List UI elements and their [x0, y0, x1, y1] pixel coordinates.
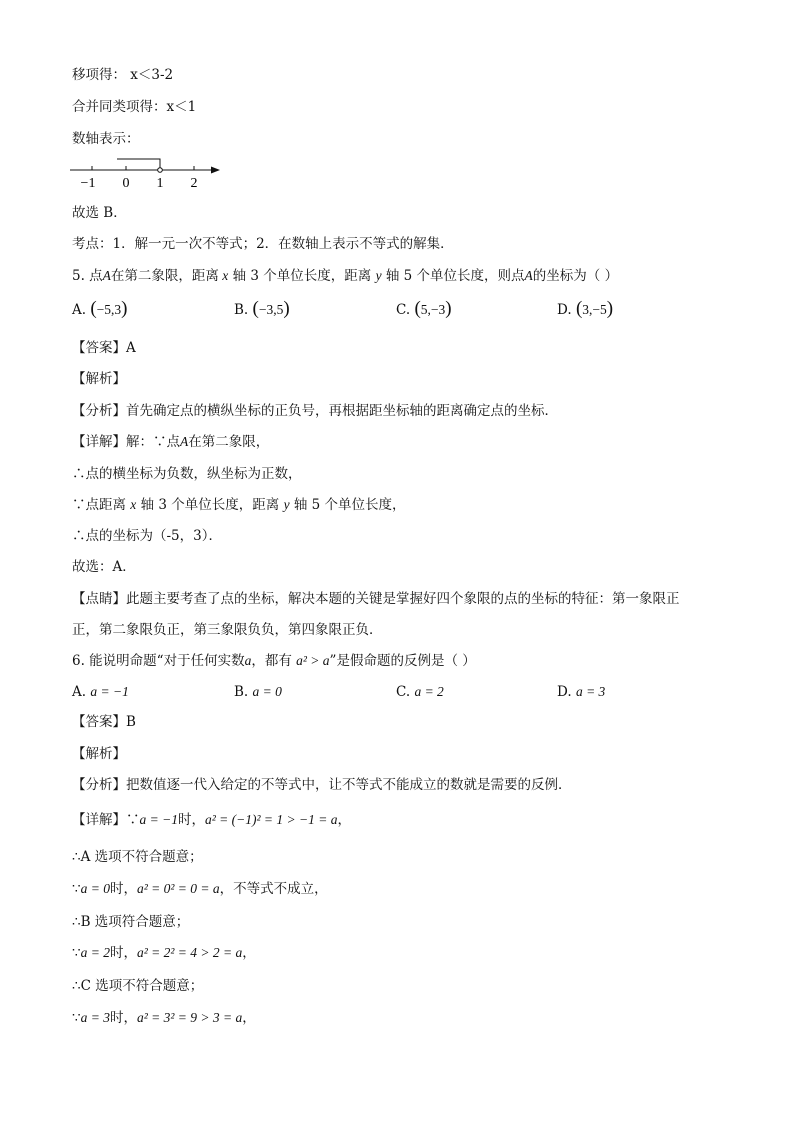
- solution-bracket: [117, 159, 160, 168]
- open-circle-point: [158, 168, 163, 173]
- detail-line: ∵点距离 x 轴 3 个单位长度，距离 y 轴 5 个单位长度，: [72, 497, 406, 513]
- question-6: 6. 能说明命题“对于任何实数a，都有 a² > a”是假命题的反例是（ ）: [72, 653, 476, 669]
- detail-line: 【详解】∵a = −1时，a² = (−1)² = 1 > −1 = a，: [72, 812, 351, 828]
- number-line-arrow: [211, 167, 220, 174]
- analysis-line: 【分析】首先确定点的横纵坐标的正负号，再根据距坐标轴的距离确定点的坐标．: [72, 403, 558, 419]
- number-line-figure: [66, 148, 226, 190]
- text-line: 合并同类项得：x＜1: [72, 99, 197, 115]
- option-d: D. a = 3: [557, 684, 606, 700]
- detail-line: ∵a = 3时，a² = 3² = 9 > 3 = a，: [72, 1010, 256, 1026]
- remark-line: 正，第二象限负正，第三象限负负，第四象限正负．: [72, 622, 383, 638]
- detail-line: ∴B 选项符合题意；: [72, 914, 190, 930]
- analysis-line: 【分析】把数值逐一代入给定的不等式中，让不等式不能成立的数就是需要的反例．: [72, 777, 572, 793]
- answer-line: 【答案】B: [72, 714, 136, 730]
- remark-line: 【点睛】此题主要考查了点的坐标，解决本题的关键是掌握好四个象限的点的坐标的特征：第一象限正: [72, 591, 680, 607]
- option-c: C. a = 2: [396, 684, 444, 700]
- detail-line: 【详解】解：∵点A在第二象限，: [72, 434, 270, 450]
- tick-label: 0: [122, 176, 130, 190]
- detail-line: ∴点的横坐标为负数，纵坐标为正数，: [72, 466, 302, 482]
- tick-label: −1: [80, 176, 96, 190]
- analysis-heading: 【解析】: [72, 371, 126, 387]
- tick-label: 2: [190, 176, 198, 190]
- option-a: A. a = −1: [72, 684, 129, 700]
- text-line: 考点：1．解一元一次不等式；2．在数轴上表示不等式的解集．: [72, 236, 454, 252]
- text-line: 移项得： x＜3-2: [72, 67, 174, 83]
- answer-line: 【答案】A: [72, 340, 136, 356]
- tick-label: 1: [156, 176, 164, 190]
- detail-line: 故选：A．: [72, 559, 136, 575]
- analysis-heading: 【解析】: [72, 746, 126, 762]
- detail-line: ∴点的坐标为（-5，3）．: [72, 528, 222, 544]
- option-c: C. (5,−3): [396, 298, 452, 319]
- text-line: 故选 B．: [72, 205, 127, 221]
- detail-line: ∵a = 0时，a² = 0² = 0 = a，不等式不成立，: [72, 881, 328, 897]
- text-line: 数轴表示：: [72, 131, 140, 147]
- detail-line: ∵a = 2时，a² = 2² = 4 > 2 = a，: [72, 945, 256, 961]
- detail-line: ∴A 选项不符合题意；: [72, 849, 203, 865]
- option-b: B. a = 0: [234, 684, 282, 700]
- option-b: B. (−3,5): [234, 298, 290, 319]
- question-5: 5. 点A在第二象限，距离 x 轴 3 个单位长度，距离 y 轴 5 个单位长度，则点A的坐标为（ ）: [72, 268, 619, 284]
- option-d: D. (3,−5): [557, 298, 614, 319]
- option-a: A. (−5,3): [72, 298, 128, 319]
- detail-line: ∴C 选项不符合题意；: [72, 978, 204, 994]
